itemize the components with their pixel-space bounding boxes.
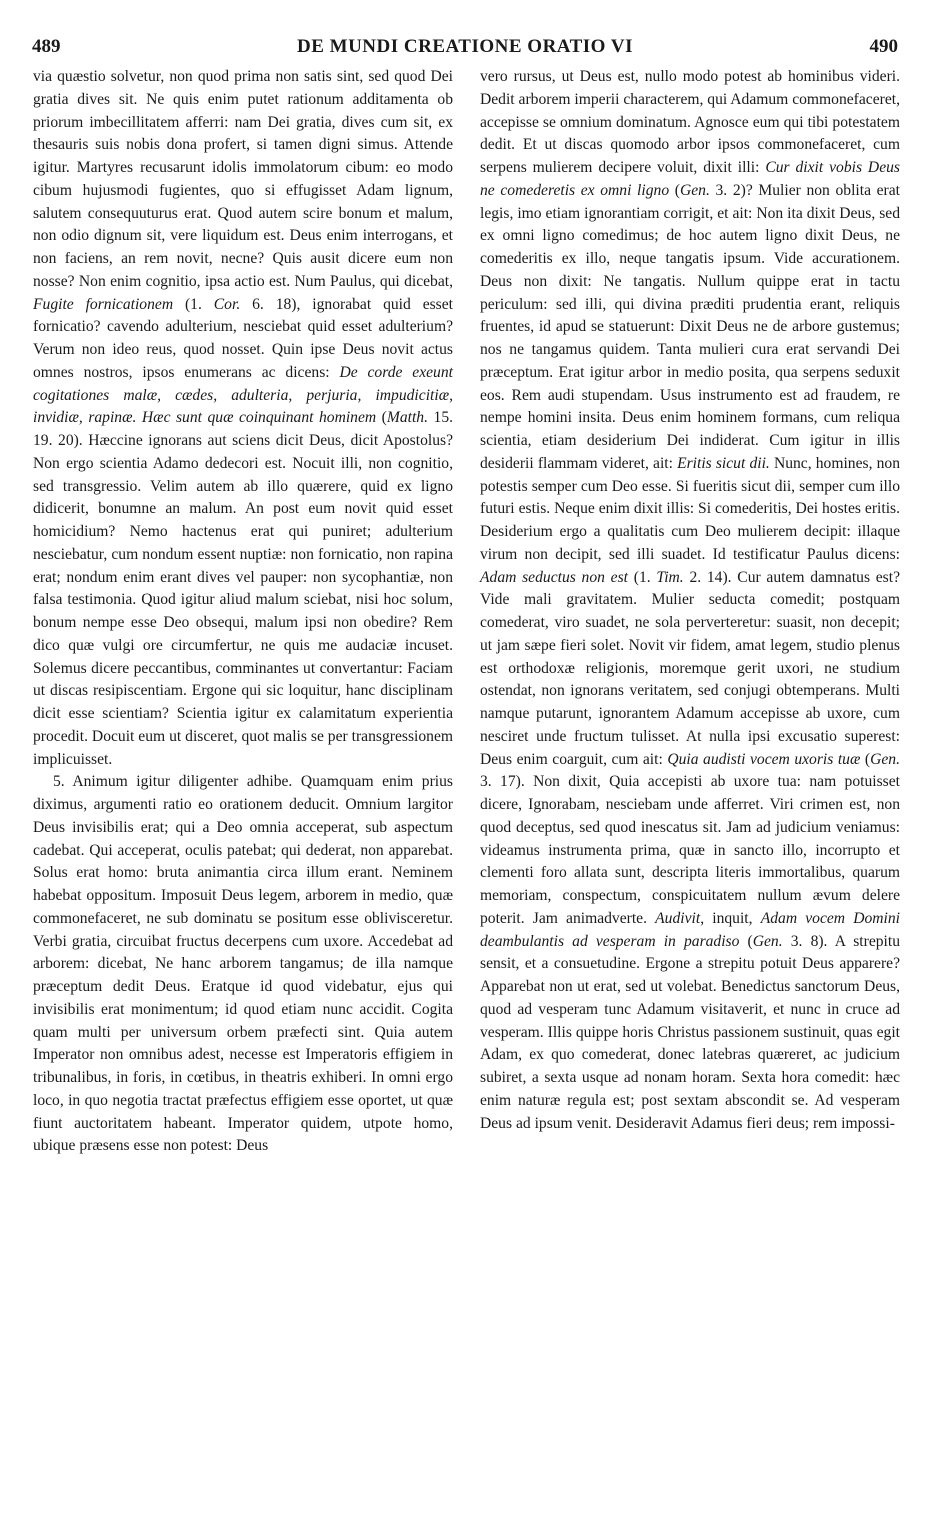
italic-citation: De corde exeunt cogitationes malæ, cædes, adulteria, perjuria, impudicitiæ, invidiæ, rapinæ. Hæc sunt quæ coinquinant hominem (33, 363, 453, 427)
italic-citation: Eritis sicut dii. (677, 454, 770, 472)
italic-citation: Tim. (656, 568, 684, 586)
text-run: ( (739, 932, 753, 950)
text-run: 3. 8). A strepitu sensit, et a consuetudine. Ergone a strepitu potuit Deus apparere? Apparebat non ut erat, sed ut volebat. Benedictus sanctorum Deus, quod ad vesperam tunc Adamum visitaverit, et nunc in cruce ad vesperam. Illis quippe horis Christus passionem sustinuit, quas egit Adam, ex quo comederat, donec latebras quæreret, ac judicium subiret, a sexta usque ad nonam horam. Sexta hora comedit: hæc enim naturæ regula est; post sextam abscondit se. Ad vesperam Deus ad ipsum venit. Desideravit Adamus fieri deus; rem impossi- (480, 932, 900, 1132)
paragraph (480, 66, 900, 1135)
text-run: ( (860, 750, 871, 768)
italic-citation: Gen. (870, 750, 900, 768)
text-run: vero rursus, ut Deus est, nullo modo potest ab hominibus videri. Dedit arborem imperii characterem, qui Adamum commonefaceret, accepisse se omnium dominatum. Agnosce eum qui tibi potestatem dedit. Et ut discas quomodo arbor ipsos commonefaceret, cum serpens mulierem decipere voluit, dixit illi: (480, 68, 900, 176)
italic-citation: Audivit (655, 909, 701, 927)
page-number-right: 490 (869, 36, 898, 57)
running-title: DE MUNDI CREATIONE ORATIO VI (297, 36, 633, 57)
italic-citation: Gen. (752, 932, 783, 950)
italic-citation: Cor. (213, 295, 241, 313)
text-run: 15. 19. 20). Hæccine ignorans aut sciens dicit Deus, dicit Apostolus? Non ergo scientia Adamo dedecori est. Nocuit illi, non cognitio, sed transgressio. Velim autem ab illo quærere, quid ex ligno didicerit, bonumne an malum. An post eum novit quid esset homicidium? Nemo hactenus erat qui puniret; adulterium nesciebatur, cum nondum essent nuptiæ: non fornicatio, non rapina erat; nondum enim erant dives vel pauper: non sycophantiæ, non falsa testimonia. Quod igitur aliud malum sciebat, nisi hoc solum, bonum nempe esse Deo obsequi, malum ipsi non obedire? Rem dico quæ vulgi ore circumfertur, ne quis me audaciæ incuset. Solemus dicere peccantibus, comminantes ut convertantur: Faciam ut discas resipiscentiam. Ergone qui sic loquitur, hanc disciplinam dicit esse scientiam? Scientia igitur ex calamitatum experientia procedit. Docuit eum ut disceret, quot malis se per transgressionem implicuisset. (33, 409, 454, 768)
text-run: 5. Animum igitur diligenter adhibe. Quamquam enim prius diximus, argumenti ratio eo orationem deducit. Omnium largitor Deus invisibilis erat; qui a Deo omnia acceperat, sub aspectum cadebat. Qui acceperat, oculis patebat; qui dederat, non apparebat. Solus erat homo: bruta animantia circa illum erant. Neminem habebat oppositum. Imposuit Deus legem, arborem in medio, quæ commonefaceret, ne sub dominatu se positum esse oblivisceretur. Verbi gratia, circuibat fructus decerpens cum uxore. Accedebat ad arborem: dicebat, Ne hanc arborem tangamus; de illa namque præceptum dedit Deus. Eratque id quod videbatur, ejus qui invisibilis erat monimentum; id quod etiam nunc accidit. Cogita quam multi per universum orbem præfecti sint. Quia autem Imperator non omnibus adest, necesse est Imperatoris effigiem in tribunalibus, in foris, in cœtibus, in theatris exhiberi. In omni ergo loco, in quo negotia tractat præfectus effigiem esse oportet, ut quæ fiunt auctoritatem habeant. Imperator quidem, utpote homo, ubique præsens esse non potest: Deus (33, 773, 453, 1155)
text-run: via quæstio solvetur, non quod prima non satis sint, sed quod Dei gratia dives sit. Ne quis enim putet rationum additamenta ob priorum imbecillitatem afferri: nam Dei gratia, dives cum sit, ex thesauris suis nobis dona profert, si tamen digni simus. Attende igitur. Martyres recusarunt idolis immolatorum cibum: eo modo cibum hujusmodi fugientes, quo si effugisset Adam lignum, salutem consequuturus erat. Quod autem scire bonum et malum, non odio dignum sit, vere liquidum est. Deus enim interrogans, et non faciens, an rem novit, necne? Quis ausit dicere eum non nosse? Non enim cognitio, ipsa actio est. Num Paulus, qui dicebat, (33, 68, 453, 290)
right-column (480, 66, 900, 1135)
page-number-left: 489 (32, 36, 61, 57)
italic-citation: Adam vocem Domini deambulantis ad vesperam in paradiso (480, 909, 900, 950)
paragraph (33, 771, 453, 1158)
italic-citation: Adam seductus non est (480, 568, 629, 586)
italic-citation: Quia audisti vocem uxoris tuæ (667, 750, 861, 768)
text-run: 3. 17). Non dixit, Quia accepisti ab uxore tua: nam potuisset dicere, Ignorabam, nesciebam unde afferret. Viri crimen est, non quod deceptus, sed quod inescatus sit. Jam ad judicium veniamus: videamus instrumenta prima, quæ in sancto illo, incorrupto et clementi foro allata sunt, descripta literis immortalibus, quarum memoriam, conspectum, conspicuitatem nullum ævum delere poterit. Jam animadverte. (480, 773, 900, 927)
italic-citation: Cur dixit vobis Deus ne comederetis ex omni ligno (480, 159, 900, 199)
italic-citation: Matth. (386, 409, 429, 427)
text-run: 2. 14). Cur autem damnatus est? Vide mali gravitatem. Mulier seducta comedit; postquam comederat, viro suadet, ne sola perverteretur: suasit, non decepit; ut jam sæpe fieri solet. Novit vir fidem, amat legem, studio plenus est orthodoxæ religionis, moremque gerit uxori, ne studium ostendat, non ignorans veritatem, sed conjugi obtemperans. Multi namque putarunt, ignorantem Adamum accepisse ab uxore, cum nesciret unde fructum tulisset. At nulla ipsi excusatio superest: Deus enim coarguit, cum ait: (480, 568, 901, 768)
text-run: ( (376, 409, 387, 427)
text-run: (1. (628, 568, 657, 586)
italic-citation: Fugite fornicationem (33, 295, 174, 313)
text-run: 6. 18), ignorabat quid esset fornicatio? cavendo adulterium, nesciebat quid esset adulterium? Verum non ideo reus, quod nosset. Quin ipse Deus novit actus omnes nostros, ipsos enumerans ac dicens: (33, 295, 454, 381)
text-run: ( (669, 181, 680, 199)
left-column (33, 66, 453, 1158)
italic-citation: Gen. (679, 181, 710, 199)
text-run: , inquit, (700, 909, 761, 927)
text-run: 3. 2)? Mulier non oblita erat legis, imo etiam ignorantiam corrigit, et ait: Non ita dixit Deus, sed ex omni ligno comedimus; de hoc autem ligno dixit Deus, ne comederitis ex illo, neque tangatis ipsum. Vide accurationem. Deus non dixit: Ne tangatis. Nullum quippe erat in tactu periculum: sed illi, qui divina præditi prudentia erant, reliquis fruentes, id apud se statuerunt: Dixit Deus ne de arbore gustemus; nos ne tangamus quidem. Tanta mulieri cura erat servandi Dei præceptum. Erat igitur arbor in medio posita, qua serpens seduxit eos. Rem audi stupendam. Usus instrumento est ad fraudem, re nempe homini insita. Deus enim hominem formans, cum reliqua scientia, etiam desiderium Dei indiderat. Cum igitur in illis desiderii flammam videret, ait: (480, 181, 901, 472)
paragraph (33, 66, 453, 771)
page-header (30, 36, 900, 60)
text-run: Nunc, homines, non potestis semper cum Deo esse. Si fueritis sicut dii, semper cum illo futuri estis. Neque enim dixit illis: Si comederitis, Dei hostes eritis. Desiderium ergo a qualitatis cum Deo mulierem decipit: illaque virum non decipit, sed illi suadet. Id testificatur Paulus dicens: (480, 454, 900, 563)
text-run: (1. (173, 295, 214, 313)
